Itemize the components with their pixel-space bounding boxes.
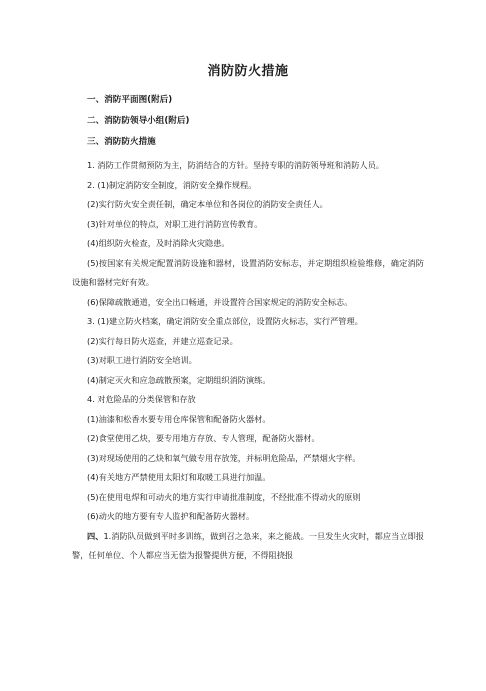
document-title: 消防防火措施 (207, 64, 289, 79)
paragraph: (3)对职工进行消防安全培训。 (87, 355, 197, 365)
paragraph: (4)有关地方严禁使用太阳灯和取暖工具进行加温。 (87, 472, 271, 482)
paragraph: (2)实行防火安全责任制，确定本单位和各岗位的消防安全责任人。 (87, 199, 328, 209)
paragraph: (5)在使用电焊和可动火的地方实行申请批准制度，不经批准不得动火的原则 (87, 491, 361, 502)
section-four-text: 1.消防队员做到平时多训练，做到召之急来，来之能战。一旦发生火灾时，都应当立即报警，任何单位、个人都应当无偿为报警提供方便，不得阻挠报 (72, 530, 424, 560)
paragraph: (4)制定灭火和应急疏散预案，定期组织消防演练。 (87, 374, 271, 385)
paragraph-section-four (72, 527, 424, 566)
paragraph: (2)食堂使用乙炔，要专用地方存放、专人管理，配备防火器材。 (87, 433, 320, 443)
paragraph: (1)油漆和松香水要专用仓库保管和配备防火器材。 (87, 413, 271, 424)
paragraph: (2)实行每日防火巡查，并建立巡查记录。 (87, 335, 238, 346)
paragraph: 1. 消防工作贯彻预防为主，防消结合的方针。坚持专职的消防领导班和消防人员。 (87, 160, 384, 170)
paragraph: (6)保障疏散通道，安全出口畅通，并设置符合国家规定的消防安全标志。 (87, 296, 353, 307)
paragraph: 2. (1)制定消防安全制度，消防安全操作规程。 (87, 179, 257, 190)
heading-fire-measures: 三、消防防火措施 (87, 137, 156, 147)
heading-floor-plan: 一、消防平面图(附后) (87, 95, 173, 105)
paragraph: (6)动火的地方要有专人监护和配备防火器材。 (87, 511, 255, 521)
paragraph: 3. (1)建立防火档案，确定消防安全重点部位，设置防火标志，实行严管理。 (87, 316, 363, 326)
paragraph: (3)针对单位的特点，对职工进行消防宣传教育。 (87, 218, 263, 229)
paragraph: (3)对现场使用的乙炔和氧气做专用存放笼，并标明危险品，严禁烟火字样。 (87, 452, 361, 463)
paragraph: (5)按国家有关规定配置消防设施和器材，设置消防安标志，并定期组织检验维修，确定消防设施和器材完好有效。 (72, 257, 424, 287)
heading-leadership-group: 二、消防防领导小组(附后) (87, 116, 190, 126)
paragraph: (4)组织防火检查，及时消除火灾隐患。 (87, 238, 230, 248)
paragraph: 4. 对危险品的分类保管和存放 (87, 394, 196, 404)
section-four-marker: 四、 (87, 530, 104, 541)
